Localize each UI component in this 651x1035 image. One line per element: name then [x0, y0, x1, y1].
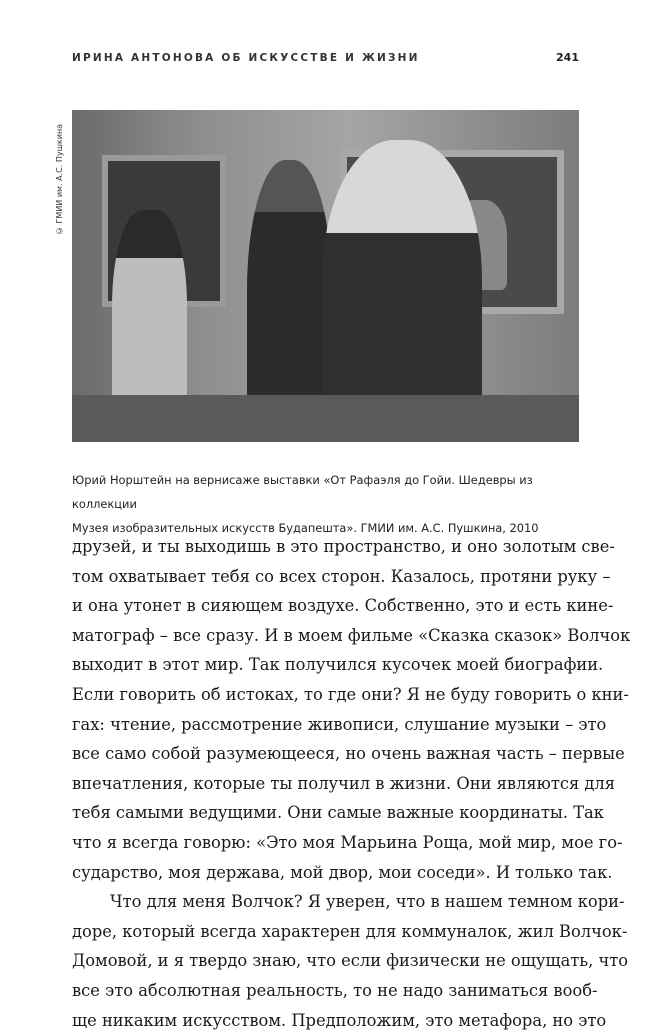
photo: [72, 110, 579, 442]
text-line: том охватывает тебя со всех сторон. Казалось, протяни руку –: [72, 562, 579, 592]
text-line: впечатления, которые ты получил в жизни. Они являются для: [72, 769, 579, 799]
text-line: выходит в этот мир. Так получился кусочек моей биографии.: [72, 650, 579, 680]
photo-caption: [72, 468, 592, 540]
text-line: ще никаким искусством. Предположим, это метафора, но это: [72, 1006, 579, 1035]
caption-line: Музея изобразительных искусств Будапешта». ГМИИ им. А.С. Пушкина, 2010: [72, 516, 592, 540]
text-line: друзей, и ты выходишь в это пространство, и оно золотым све-: [72, 532, 579, 562]
text-line: Домовой, и я твердо знаю, что если физически не ощущать, что: [72, 946, 579, 976]
photo-credit: © ГМИИ им. А.С. Пушкина: [55, 110, 64, 235]
body-text: [72, 532, 579, 1035]
text-line: матограф – все сразу. И в моем фильме «Сказка сказок» Волчок: [72, 621, 579, 651]
text-line: гах: чтение, рассмотрение живописи, слушание музыки – это: [72, 710, 579, 740]
text-line: и она утонет в сияющем воздухе. Собственно, это и есть кине-: [72, 591, 579, 621]
text-line: все это абсолютная реальность, то не надо заниматься вооб-: [72, 976, 579, 1006]
text-line: Что для меня Волчок? Я уверен, что в нашем темном кори-: [72, 887, 579, 917]
page-number: 241: [556, 51, 579, 64]
text-line: сударство, моя держава, мой двор, мои соседи». И только так.: [72, 858, 579, 888]
text-line: доре, который всегда характерен для коммуналок, жил Волчок-: [72, 917, 579, 947]
text-line: что я всегда говорю: «Это моя Марьина Роща, мой мир, мое го-: [72, 828, 579, 858]
text-line: Если говорить об истоках, то где они? Я не буду говорить о кни-: [72, 680, 579, 710]
floor: [72, 395, 579, 442]
text-line: тебя самыми ведущими. Они самые важные координаты. Так: [72, 798, 579, 828]
text-line: все само собой разумеющееся, но очень важная часть – первые: [72, 739, 579, 769]
running-title: ИРИНА АНТОНОВА ОБ ИСКУССТВЕ И ЖИЗНИ: [72, 52, 420, 64]
caption-line: Юрий Норштейн на вернисаже выставки «От Рафаэля до Гойи. Шедевры из коллекции: [72, 468, 592, 516]
